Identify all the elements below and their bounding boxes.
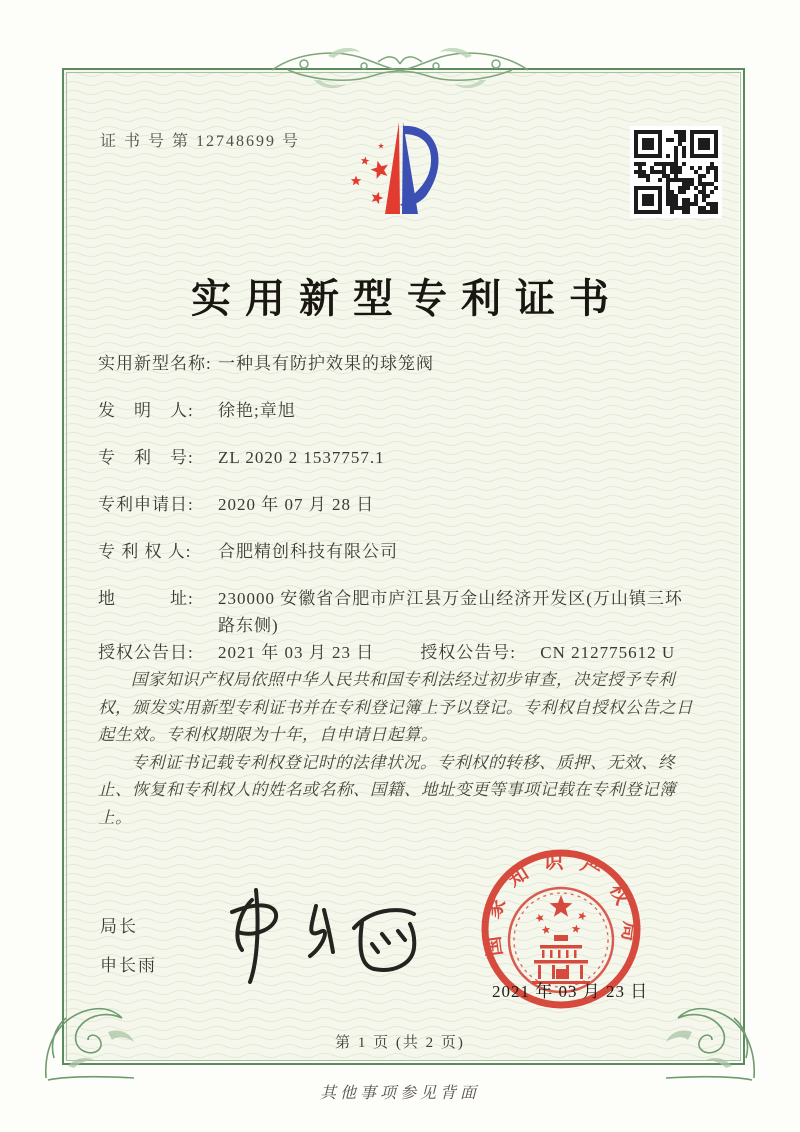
page-number: 第 1 页 (共 2 页) — [335, 1035, 465, 1051]
field-list — [98, 350, 688, 666]
field-row-address — [98, 585, 688, 639]
director-signature-icon — [212, 880, 440, 994]
qr-code — [630, 126, 722, 218]
field-value: 一种具有防护效果的球笼阀 — [218, 354, 434, 373]
field-label: 专利申请日: — [98, 495, 194, 514]
field-value: 2020 年 07 月 28 日 — [218, 495, 375, 514]
field-row-patent-no — [98, 444, 688, 471]
field-value: 230000 安徽省合肥市庐江县万金山经济开发区(万山镇三环路东侧) — [218, 589, 683, 635]
field-value: CN 212775612 U — [540, 643, 676, 662]
field-value: ZL 2020 2 1537757.1 — [218, 448, 385, 467]
field-row-patentee — [98, 538, 688, 565]
field-label: 发 明 人: — [98, 401, 194, 420]
director-name: 申长雨 — [100, 956, 157, 975]
legal-paragraph-1: 国家知识产权局依照中华人民共和国专利法经过初步审查，决定授予专利权，颁发实用新型专利证书并在专利登记簿上予以登记。专利权自授权公告之日起生效。专利权期限为十年，自申请日起算。 — [98, 670, 693, 744]
certificate-number: 证 书 号 第 12748699 号 — [100, 133, 301, 150]
field-value: 徐艳;章旭 — [218, 401, 296, 420]
director-title: 局长 — [100, 917, 138, 936]
field-label: 实用新型名称: — [98, 354, 212, 373]
field-row-inventor — [98, 397, 688, 424]
director-block — [100, 912, 157, 976]
field-label: 授权公告号: — [420, 643, 516, 662]
field-row-name — [98, 350, 688, 377]
grant-date-pair — [98, 639, 374, 666]
field-label: 地 址: — [98, 589, 194, 608]
field-value: 合肥精创科技有限公司 — [218, 542, 398, 561]
certificate-title: 实用新型专利证书 — [191, 275, 623, 321]
field-label: 专 利 权 人: — [98, 542, 192, 561]
legal-paragraph-2: 专利证书记载专利权登记时的法律状况。专利权的转移、质押、无效、终止、恢复和专利权人的姓名或名称、国籍、地址变更等事项记载在专利登记簿上。 — [98, 752, 676, 827]
back-note: 其他事项参见背面 — [319, 1085, 480, 1102]
logo-stars-icon — [351, 143, 388, 204]
cnipa-logo — [338, 110, 470, 238]
seal-text: 国家知识产权局 — [480, 851, 642, 958]
field-row-filing-date — [98, 491, 688, 518]
field-row-grant — [98, 639, 688, 666]
grant-number-pair — [420, 639, 675, 666]
field-label: 专 利 号: — [98, 448, 194, 467]
field-value: 2021 年 03 月 23 日 — [218, 643, 375, 662]
seal-stars-icon — [536, 895, 587, 934]
seal-date: 2021 年 03 月 23 日 — [492, 982, 649, 1001]
field-label: 授权公告日: — [98, 643, 194, 662]
legal-text — [98, 666, 704, 831]
